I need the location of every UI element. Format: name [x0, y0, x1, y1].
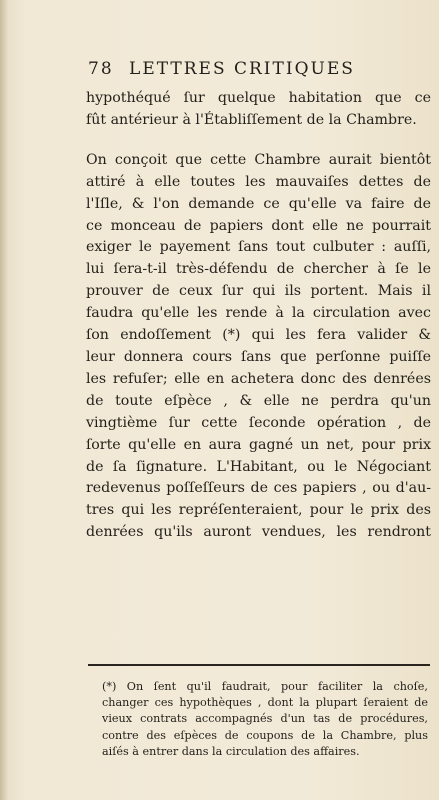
text-line: ſon endoſſement (*) qui les fera valider & [86, 327, 431, 344]
text-line: l'Iſle, & l'on demande ce qu'elle va faire de [86, 195, 431, 212]
running-title: LETTRES CRITIQUES [129, 59, 355, 79]
text-line: hypothéqué ſur quelque habitation que ce [86, 90, 431, 106]
text-line: leur donnera cours ſans que perſonne puiſſe [86, 348, 431, 365]
text-line: lui ſera-t-il très-défendu de chercher à ſe le [86, 261, 431, 278]
footnote-line: changer ces hypothèques , dont la plupart ſeraient de [102, 696, 428, 710]
footnote-line: vieux contrats accompagnés d'un tas de procédures, [102, 712, 428, 726]
footnote-line: contre des eſpèces de coupons de la Chambre, plus [102, 728, 428, 742]
text-line: exiger le payement ſans tout culbuter : auſſi, [86, 239, 431, 256]
main-text [86, 88, 431, 544]
text-line: prouver de ceux ſur qui ils portent. Mais il [86, 283, 431, 300]
footnote-rule [88, 664, 430, 666]
running-header [88, 59, 398, 79]
page-gutter-shadow [0, 0, 8, 800]
text-line: vingtième ſur cette ſeconde opération , de [86, 414, 431, 431]
text-line: tres qui les repréſenteraient, pour le prix des [86, 502, 431, 519]
paragraph-break [86, 132, 431, 150]
text-line: redevenus poſſeſſeurs de ces papiers , ou d'au- [86, 480, 431, 497]
text-line: ſorte qu'elle en aura gagné un net, pour prix [86, 436, 431, 453]
text-line: fût antérieur à l'Établiſſement de la Chambre. [86, 111, 417, 128]
footnote [102, 679, 428, 760]
text-line: On conçoit que cette Chambre aurait bientôt [86, 151, 431, 168]
text-line: ce monceau de papiers dont elle ne pourrait [86, 217, 431, 234]
page-number: 78 [88, 59, 114, 79]
text-line: faudra qu'elle les rende à la circulation avec [86, 305, 431, 322]
text-line: de toute eſpèce , & elle ne perdra qu'un [86, 392, 431, 409]
text-line: de ſa ſignature. L'Habitant, ou le Négociant [86, 458, 431, 475]
footnote-line: (*) On ſent qu'il faudrait, pour faciliter la choſe, [102, 680, 428, 693]
footnote-line: aiſés à entrer dans la circulation des affaires. [102, 744, 360, 758]
text-line: les refuſer; elle en achetera donc des denrées [86, 370, 431, 387]
text-line: attiré à elle toutes les mauvaiſes dettes de [86, 173, 431, 190]
text-line: denrées qu'ils auront vendues, les rendront [86, 524, 431, 541]
